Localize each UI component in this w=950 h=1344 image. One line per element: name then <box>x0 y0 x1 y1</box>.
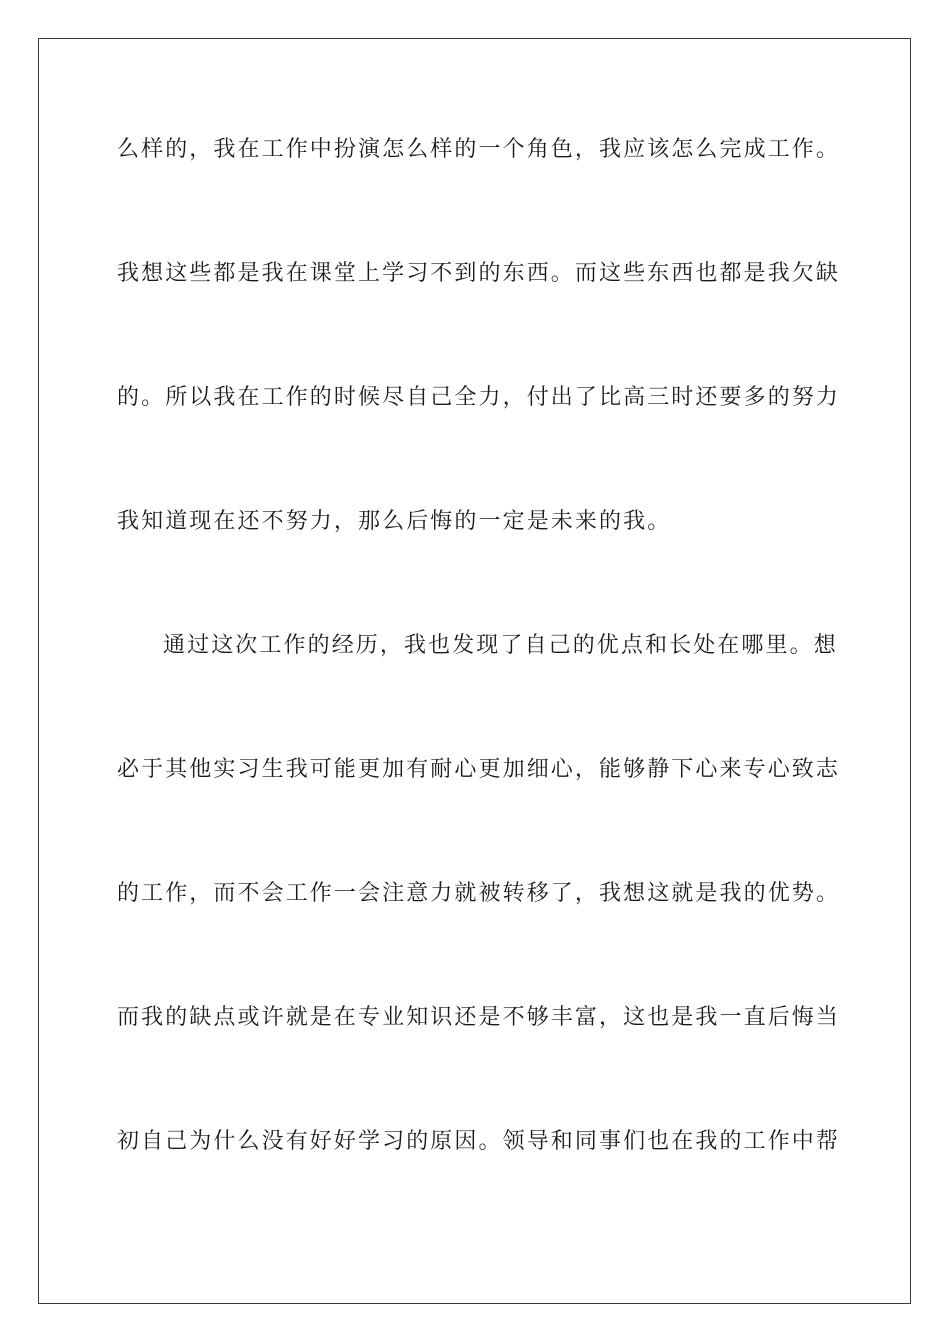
paragraph-line: 的。所以我在工作的时候尽自己全力，付出了比高三时还要多的努力 <box>117 385 841 410</box>
paragraph-line: 我知道现在还不努力，那么后悔的一定是未来的我。 <box>117 509 672 534</box>
paragraph-line-indented: 通过这次工作的经历，我也发现了自己的优点和长处在哪里。想 <box>163 633 838 658</box>
paragraph-line: 必于其他实习生我可能更加有耐心更加细心，能够静下心来专心致志 <box>117 757 841 782</box>
paragraph-line: 么样的，我在工作中扮演怎么样的一个角色，我应该怎么完成工作。 <box>117 137 841 162</box>
paragraph-line: 的工作，而不会工作一会注意力就被转移了，我想这就是我的优势。 <box>117 881 841 906</box>
paragraph-line: 而我的缺点或许就是在专业知识还是不够丰富，这也是我一直后悔当 <box>117 1005 841 1030</box>
page-border <box>38 38 911 1304</box>
paragraph-line: 我想这些都是我在课堂上学习不到的东西。而这些东西也都是我欠缺 <box>117 261 841 286</box>
paragraph-line: 初自己为什么没有好好学习的原因。领导和同事们也在我的工作中帮 <box>117 1129 841 1154</box>
